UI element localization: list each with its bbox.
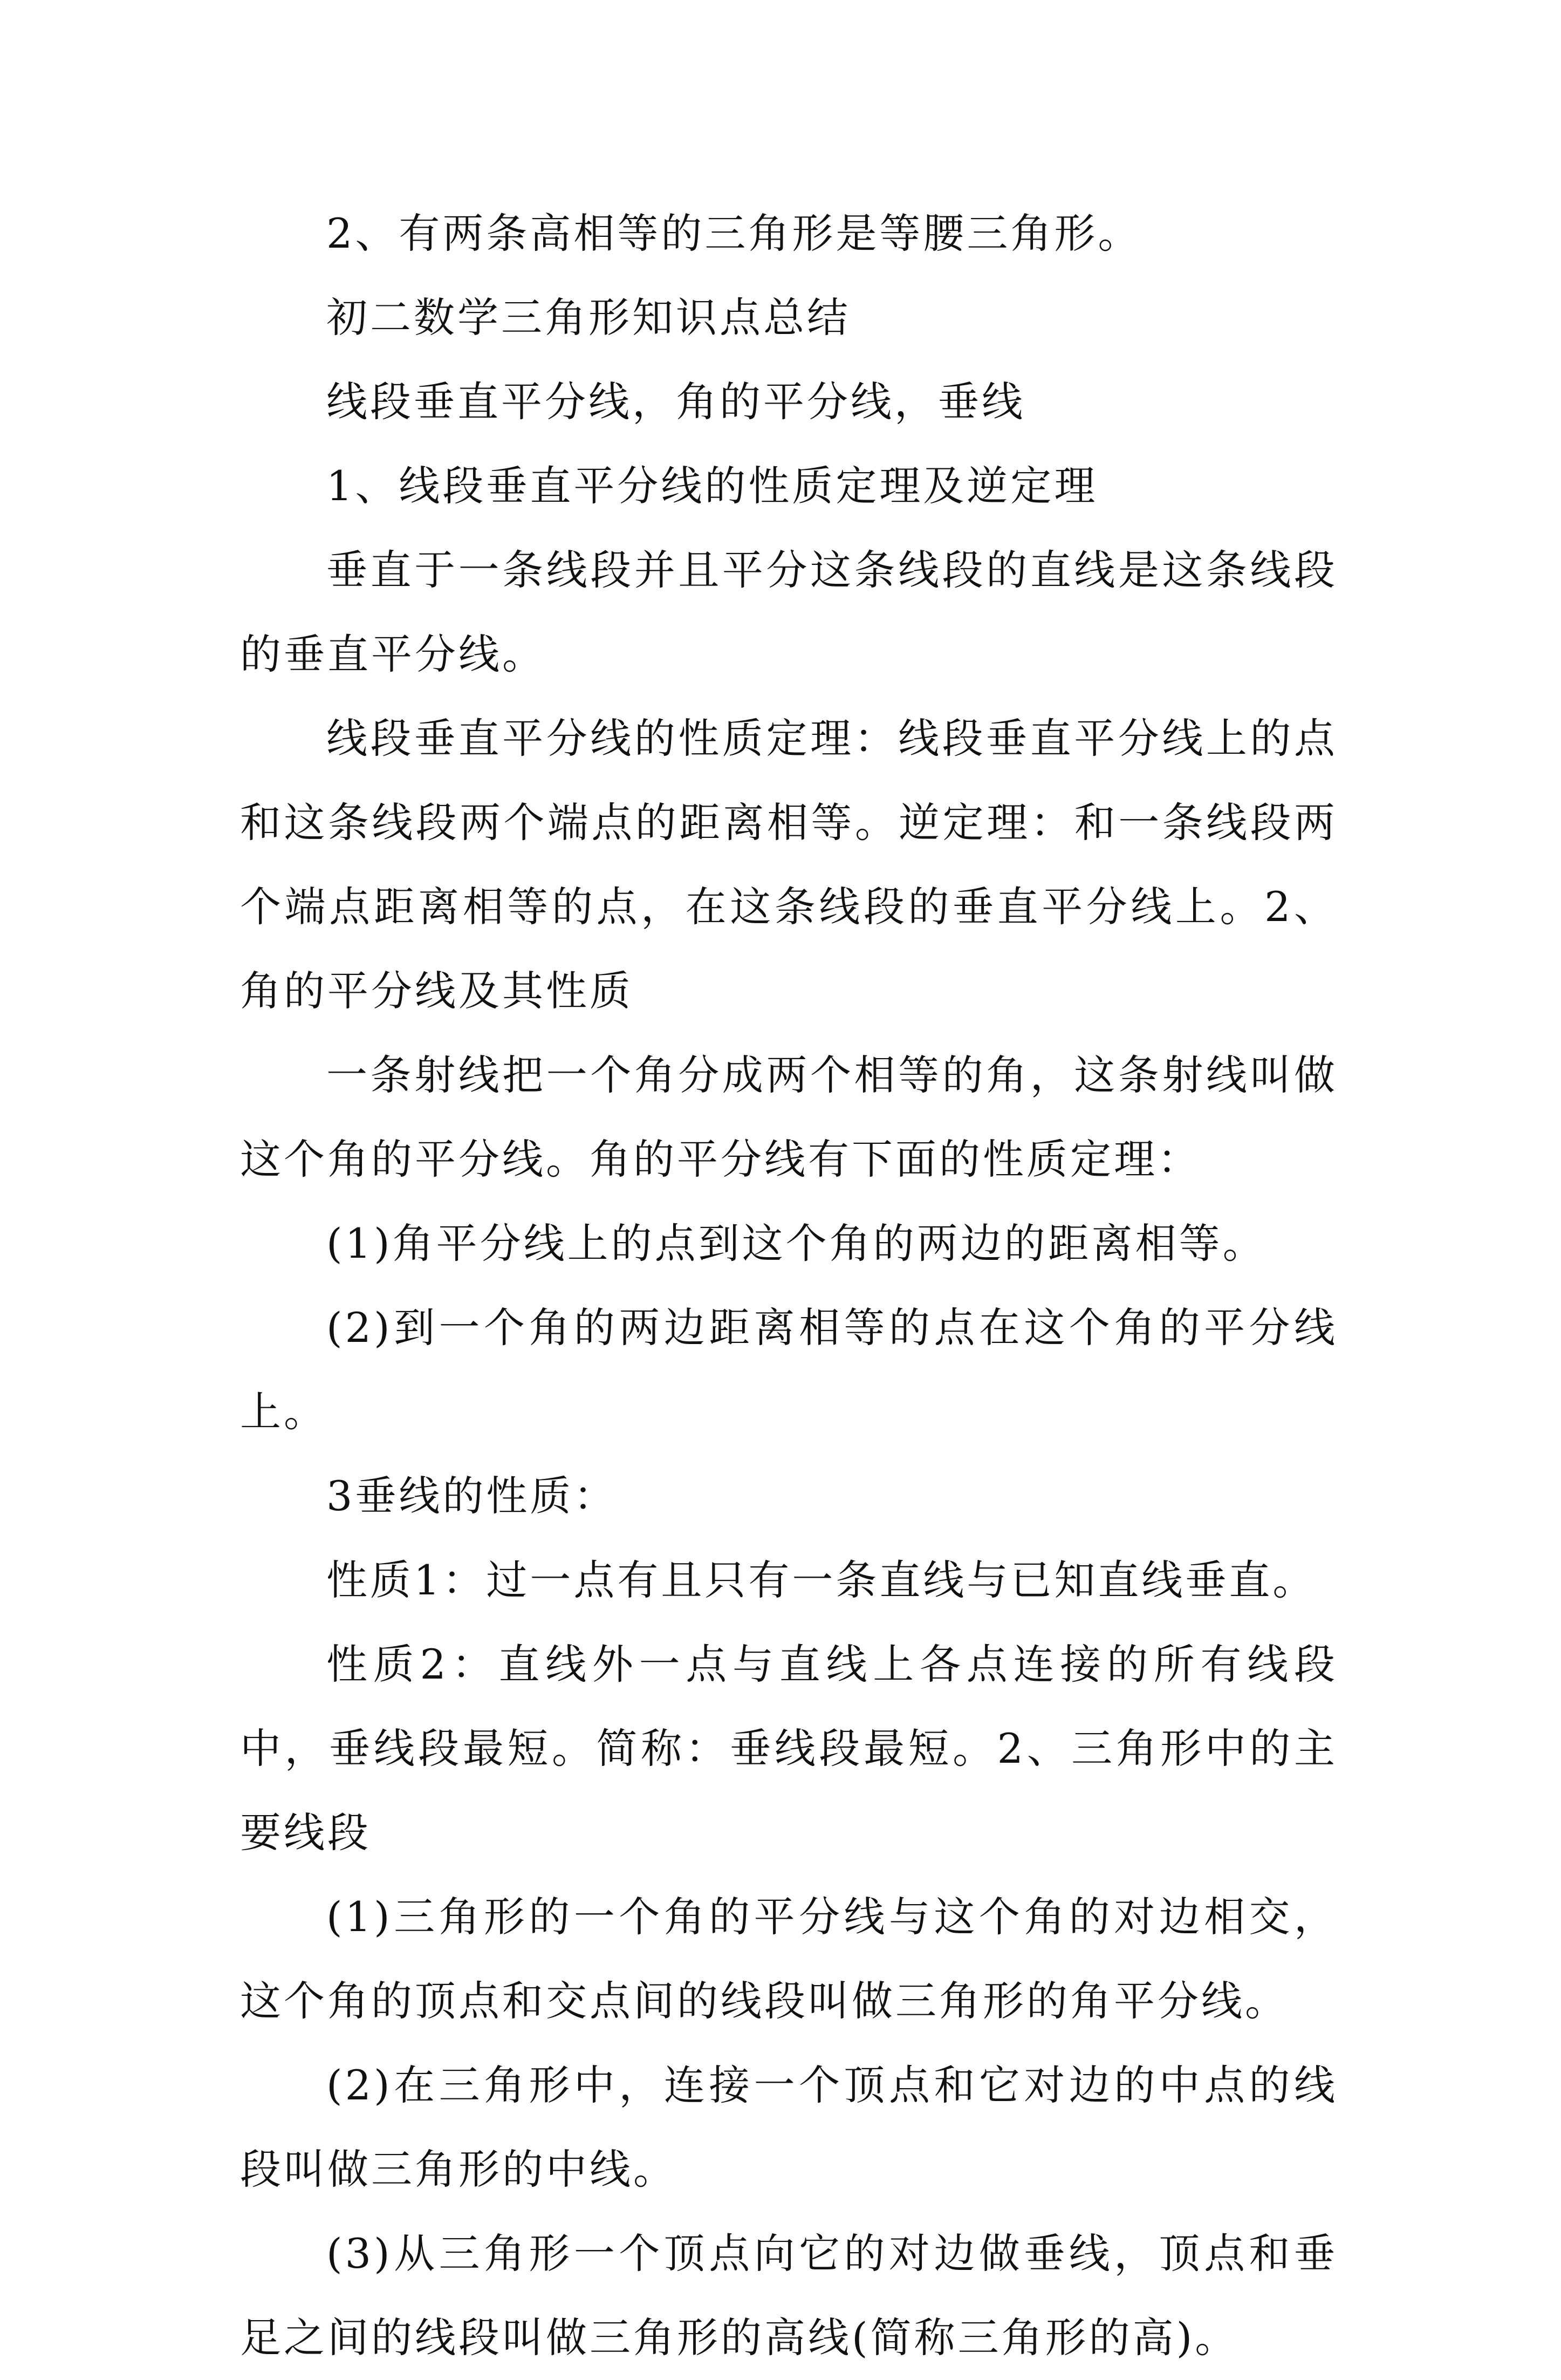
paragraph-1: 2、有两条高相等的三角形是等腰三角形。 <box>326 209 1142 257</box>
paragraph-angle-bisector: 一条射线把一个角分成两个相等的角，这条射线叫做这个角的平分线。角的平分线有下面的性质定理： <box>240 1051 1338 1183</box>
paragraph-definition-bisector: 垂直于一条线段并且平分这条线段的直线是这条线段的垂直平分线。 <box>240 546 1338 678</box>
document-body <box>240 192 1338 2380</box>
paragraph-triangle-median: (2)在三角形中，连接一个顶点和它对边的中点的线段叫做三角形的中线。 <box>240 2061 1338 2193</box>
paragraph-triangle-bisector: (1)三角形的一个角的平分线与这个角的对边相交，这个角的顶点和交点间的线段叫做三角形的角平分线。 <box>240 1893 1338 2025</box>
paragraph-property-2: (2)到一个角的两边距离相等的点在这个角的平分线上。 <box>240 1304 1338 1436</box>
subsection-heading: 线段垂直平分线，角的平分线，垂线 <box>326 378 1025 426</box>
section-heading: 初二数学三角形知识点总结 <box>326 294 851 342</box>
paragraph-bisector-theorem: 线段垂直平分线的性质定理：线段垂直平分线上的点和这条线段两个端点的距离相等。逆定理：和一条线段两个端点距离相等的点，在这条线段的垂直平分线上。2、角的平分线及其性质 <box>240 714 1338 1015</box>
paragraph-perpendicular-2: 性质2：直线外一点与直线上各点连接的所有线段中，垂线段最短。简称：垂线段最短。2、三角形中的主要线段 <box>240 1640 1338 1857</box>
item-heading-1: 1、线段垂直平分线的性质定理及逆定理 <box>326 462 1098 510</box>
item-heading-3: 3垂线的性质： <box>326 1472 618 1520</box>
paragraph-perpendicular-1: 性质1：过一点有且只有一条直线与已知直线垂直。 <box>326 1556 1317 1604</box>
paragraph-triangle-altitude: (3)从三角形一个顶点向它的对边做垂线，顶点和垂足之间的线段叫做三角形的高线(简称三角形的高)。 <box>240 2229 1338 2362</box>
paragraph-property-1: (1)角平分线上的点到这个角的两边的距离相等。 <box>326 1219 1266 1267</box>
